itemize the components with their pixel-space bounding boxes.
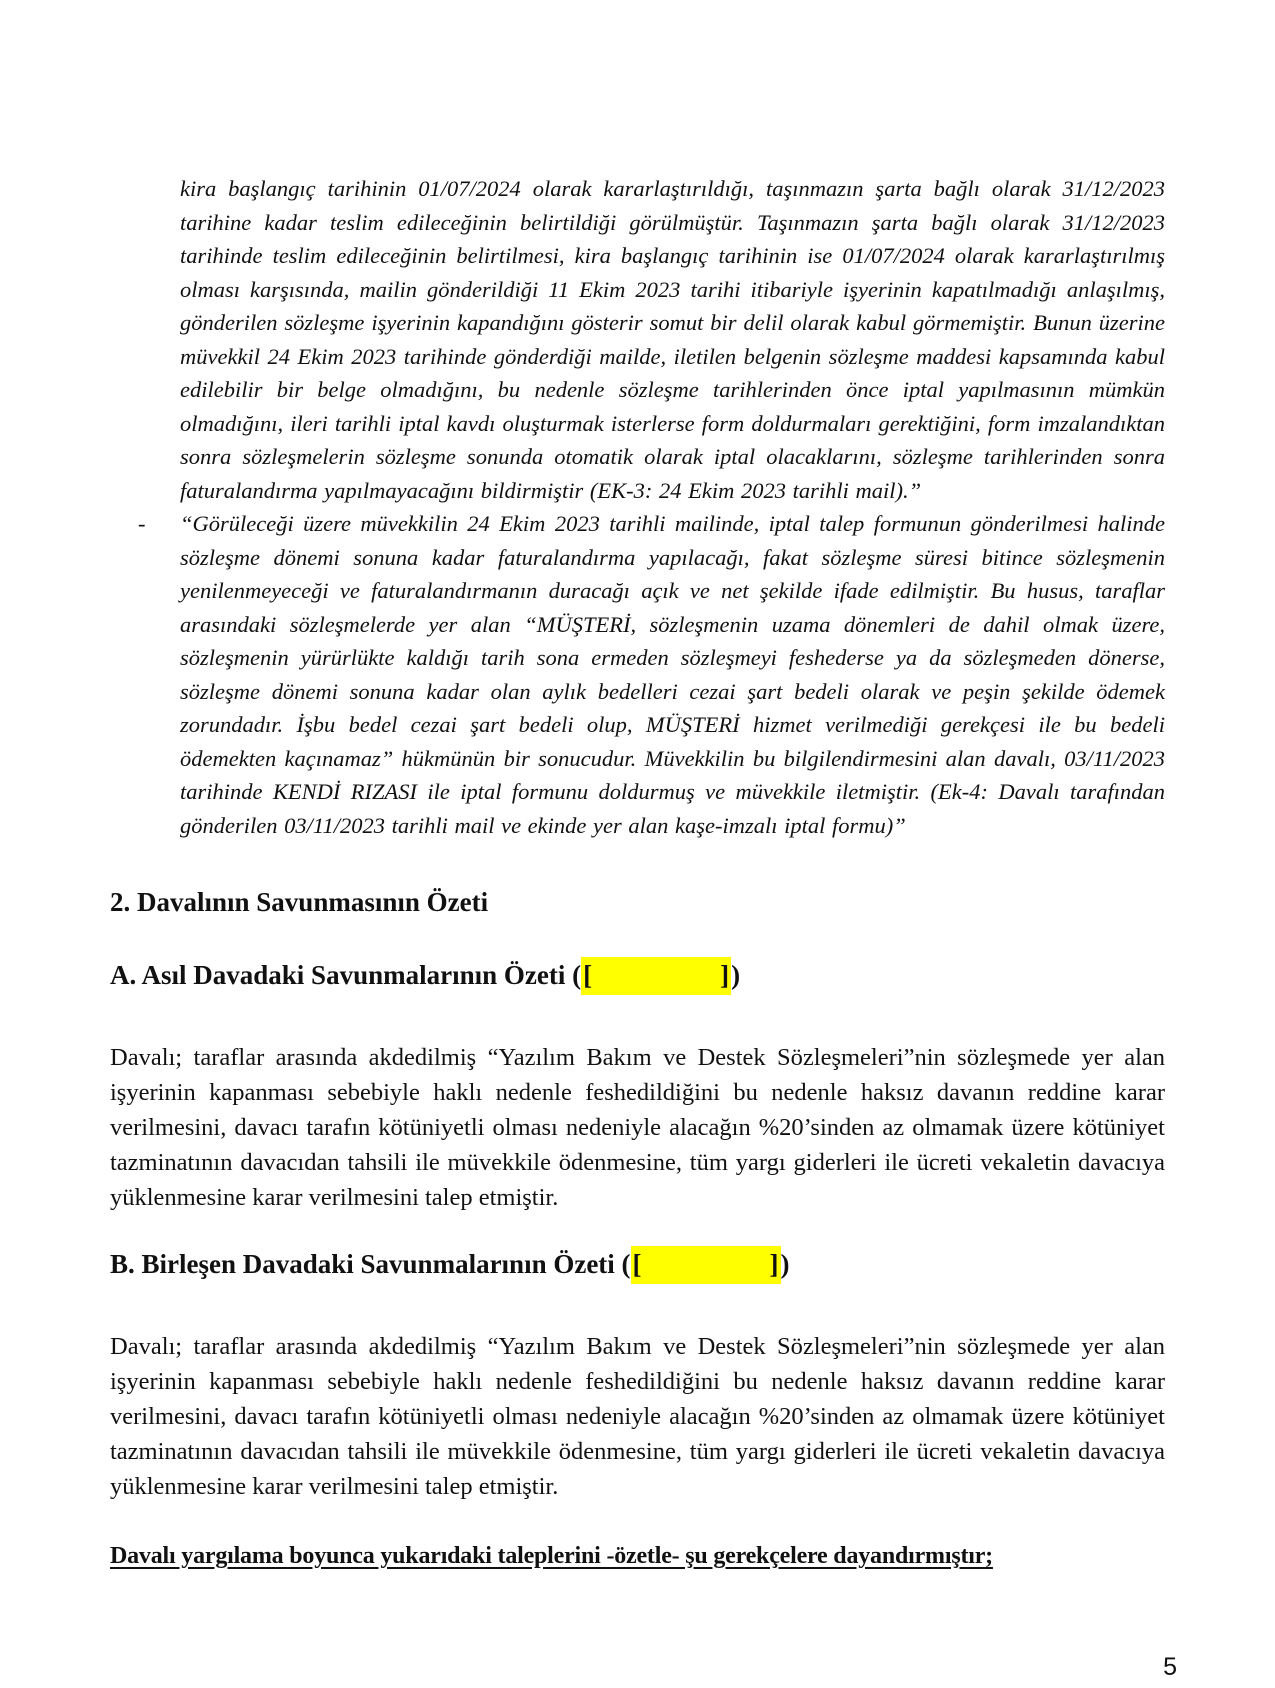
page-number: 5 bbox=[1163, 1653, 1177, 1681]
document-content bbox=[110, 172, 1165, 1572]
quote-text: “Görüleceği üzere müvekkilin 24 Ekim 2023 tarihli mailinde, iptal talep formunun gönderilmesi halinde sözleşme dönemi sonuna kadar faturalandırma yapılacağı, fakat sözleşme süresi bitince sözleşmenin yenilenmeyeceği ve faturalandırmanın duracağı açık ve net şekilde ifade edilmiştir. Bu husus, taraflar arasındaki sözleşmelerde yer alan “MÜŞTERİ, sözleşmenin uzama dönemleri de dahil olmak üzere, sözleşmenin yürürlükte kaldığı tarih sona ermeden sözleşmeyi feshederse ya da sözleşmeden dönerse, sözleşme dönemi sonuna kadar olan aylık bedelleri cezai şart bedeli olarak ve peşin şekilde ödemek zorundadır. İşbu bedel cezai şart bedeli olup, MÜŞTERİ hizmet verilmediği gerekçesi ile bu bedeli ödemekten kaçınamaz” hükmünün bir sonucudur. Müvekkilin bu bilgilendirmesini alan davalı, 03/11/2023 tarihinde KENDİ RIZASI ile iptal formunu doldurmuş ve müvekkile iletmiştir. (Ek-4: Davalı tarafından gönderilen 03/11/2023 tarihli mail ve ekinde yer alan kaşe-imzalı iptal formu)” bbox=[180, 511, 1165, 838]
quote-block bbox=[110, 172, 1165, 842]
list-dash: - bbox=[138, 511, 146, 536]
subsection-a-prefix: A. Asıl Davadaki Savunmalarının Özeti ( bbox=[110, 960, 582, 990]
subsection-b-prefix: B. Birleşen Davadaki Savunmalarının Özeti ( bbox=[110, 1249, 631, 1279]
quote-paragraph-continuation: kira başlangıç tarihinin 01/07/2024 olarak kararlaştırıldığı, taşınmazın şarta bağlı olarak 31/12/2023 tarihine kadar teslim edileceğinin belirtildiği görülmüştür. Taşınmazın şarta bağlı olarak 31/12/2023 tarihinde teslim edileceğinin belirtilmesi, kira başlangıç tarihinin ise 01/07/2024 olarak kararlaştırılmış olması karşısında, mailin gönderildiği 11 Ekim 2023 tarihi itibariyle işyerinin kapatılmadığı anlaşılmış, gönderilen sözleşme işyerinin kapandığını gösterir somut bir delil olarak kabul görmemiştir. Bunun üzerine müvekkil 24 Ekim 2023 tarihinde gönderdiği mailde, iletilen belgenin sözleşme maddesi kapsamında kabul edilebilir bir belge olmadığını, bu nedenle sözleşme tarihlerinden önce iptal yapılmasının mümkün olmadığını, ileri tarihli iptal kavdı oluşturmak isterlerse form doldurmaları gerektiğini, form imzalandıktan sonra sözleşmelerin sözleşme sonunda otomatik olarak iptal olacaklarını, sözleşme tarihlerinden sonra faturalandırma yapılmayacağını bildirmiştir (EK-3: 24 Ekim 2023 tarihli mail).” bbox=[180, 176, 1165, 503]
close-bracket: ] bbox=[769, 1249, 779, 1279]
subsection-b-heading bbox=[110, 1247, 1165, 1281]
open-bracket: [ bbox=[632, 1249, 642, 1279]
redaction-highlight-a bbox=[581, 957, 731, 995]
subsection-b-suffix: ) bbox=[780, 1249, 790, 1279]
defense-summary-paragraph-a: Davalı; taraflar arasında akdedilmiş “Yazılım Bakım ve Destek Sözleşmeleri”nin sözleşmede yer alan işyerinin kapanması sebebiyle haklı nedenle feshedildiğini bu nedenle haksız davanın reddine karar verilmesini, davacı tarafın kötüniyetli olması nedeniyle alacağın %20’sinden az olmamak üzere kötüniyet tazminatının davacıdan tahsili ile müvekkile ödenmesine, tüm yargı giderleri ile ücreti vekaletin davacıya yüklenmesine karar verilmesini talep etmiştir. bbox=[110, 1044, 1165, 1211]
section-2-heading: 2. Davalının Savunmasının Özeti bbox=[110, 887, 489, 917]
close-bracket: ] bbox=[720, 960, 730, 990]
quote-paragraph-bulleted bbox=[138, 507, 1165, 842]
open-bracket: [ bbox=[583, 960, 593, 990]
subsection-a-heading bbox=[110, 958, 1165, 992]
defense-summary-paragraph-b: Davalı; taraflar arasında akdedilmiş “Yazılım Bakım ve Destek Sözleşmeleri”nin sözleşmede yer alan işyerinin kapanması sebebiyle haklı nedenle feshedildiğini bu nedenle haksız davanın reddine karar verilmesini, davacı tarafın kötüniyetli olması nedeniyle alacağın %20’sinden az olmamak üzere kötüniyet tazminatının davacıdan tahsili ile müvekkile ödenmesine, tüm yargı giderleri ile ücreti vekaletin davacıya yüklenmesine karar verilmesini talep etmiştir. bbox=[110, 1333, 1165, 1500]
grounds-intro-line: Davalı yargılama boyunca yukarıdaki taleplerini -özetle- şu gerekçelere dayandırmıştır; bbox=[110, 1543, 993, 1569]
redaction-highlight-b bbox=[631, 1246, 781, 1284]
subsection-a-suffix: ) bbox=[731, 960, 741, 990]
